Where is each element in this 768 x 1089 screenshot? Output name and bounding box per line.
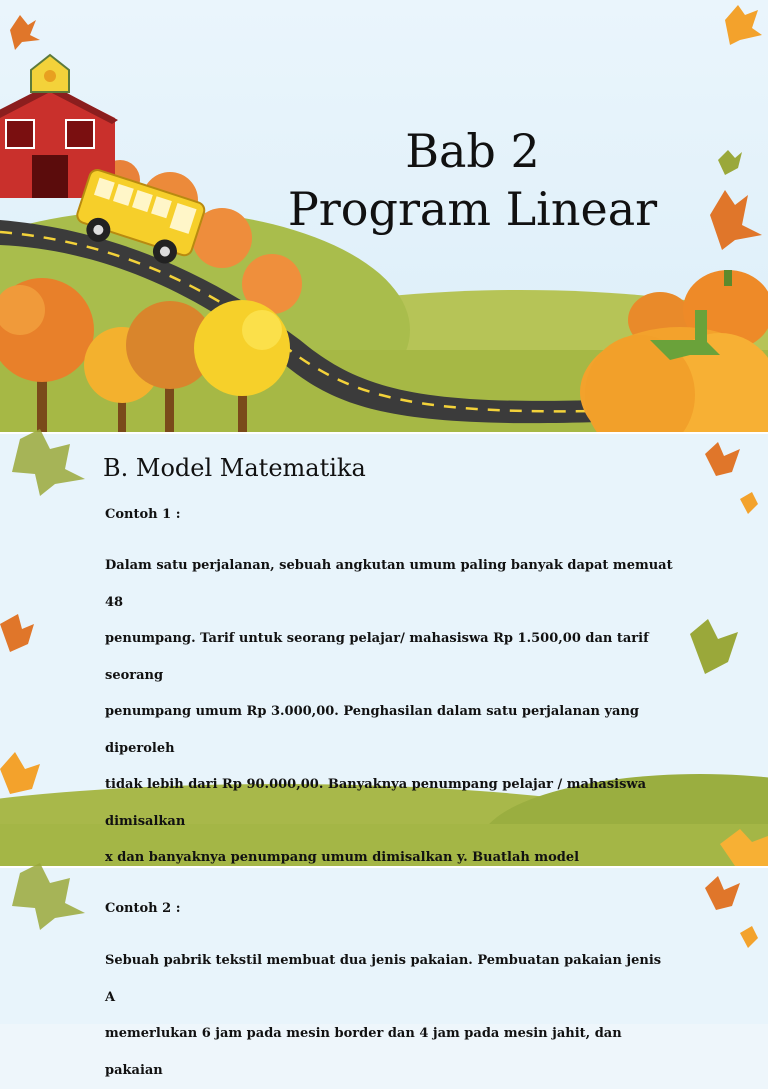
title-line-2: Program Linear [287,182,658,236]
paragraph-line: x dan banyaknya penumpang umum dimisalkan y. Buatlah model [105,850,580,865]
paragraph-line: penumpang umum Rp 3.000,00. Penghasilan dalam satu perjalanan yang diperoleh [105,704,639,756]
paragraph-line: tidak lebih dari Rp 90.000,00. Banyaknya penumpang pelajar / mahasiswa dimisalkan [105,777,647,829]
title-slide [0,0,768,432]
content-slide-2 [0,868,768,1078]
example-label: Contoh 2 : [105,901,181,916]
paragraph-line: memerlukan 6 jam pada mesin border dan 4 jam pada mesin jahit, dan pakaian [105,1026,622,1078]
example-label: Contoh 1 : [105,507,181,522]
title-line-1: Bab 2 [405,124,540,178]
paragraph-line: Sebuah pabrik tekstil membuat dua jenis pakaian. Pembuatan pakaian jenis A [105,953,662,1005]
paragraph-line: Dalam satu perjalanan, sebuah angkutan umum paling banyak dapat memuat 48 [105,558,673,610]
slide-title [270,122,675,238]
section-heading: B. Model Matematika [103,454,366,482]
paragraph-line: penumpang. Tarif untuk seorang pelajar/ mahasiswa Rp 1.500,00 dan tarif seorang [105,631,649,683]
content-slide-1 [0,434,768,866]
example-paragraph [105,943,675,1089]
example-paragraph [105,548,675,913]
